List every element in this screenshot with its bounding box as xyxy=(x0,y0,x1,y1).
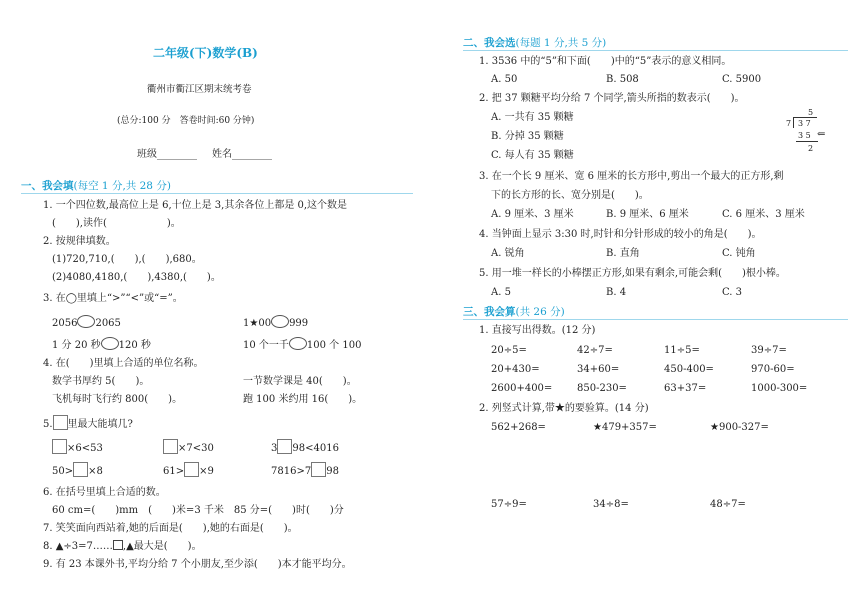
s1-q5a xyxy=(52,439,103,455)
long-division-figure xyxy=(786,108,846,158)
s2-q5-opt-c: C. 3 xyxy=(722,287,743,298)
division-bracket xyxy=(793,117,794,128)
calc-item: 34+60= xyxy=(577,364,620,375)
answer-box xyxy=(52,439,67,454)
division-underline xyxy=(796,141,818,142)
q3b-left: 1★00 xyxy=(243,318,272,329)
s1-q6a: 60 cm=( )mm ( )米=3 千米 85 分=( )时( )分 xyxy=(52,505,344,516)
section-2-heading xyxy=(463,37,606,50)
vertical-calc-item: 562+268= xyxy=(491,422,546,433)
s1-q8 xyxy=(43,540,202,553)
compare-circle xyxy=(101,337,119,350)
s1-q3a xyxy=(52,315,121,330)
calc-item: 2600+400= xyxy=(491,383,553,394)
s1-q2a: (1)720,710,( ),( ),680。 xyxy=(52,254,202,265)
q3b-right: 999 xyxy=(289,318,309,329)
s2-q2-opt-a: A. 一共有 35 颗糖 xyxy=(491,112,574,123)
s3-q2: 2. 列竖式计算,带★的要验算。(14 分) xyxy=(479,403,649,414)
q3a-right: 2065 xyxy=(95,318,121,329)
vertical-calc-item: ★479+357= xyxy=(593,422,657,433)
division-product: 3 5 xyxy=(798,131,811,140)
q3c-left: 1 分 20 秒 xyxy=(52,340,101,351)
exam-source: 衢州市衢江区期末统考卷 xyxy=(147,84,252,95)
compare-circle xyxy=(77,315,95,328)
s1-q5f xyxy=(271,462,339,478)
q5-text: 里最大能填几? xyxy=(67,419,133,430)
q5e-right: ×9 xyxy=(199,466,214,477)
s2-q4-opt-c: C. 钝角 xyxy=(722,248,756,259)
calc-item: 970-60= xyxy=(751,364,795,375)
s1-q5 xyxy=(43,415,133,431)
s1-q1-answer: ( ),读作( )。 xyxy=(52,218,181,229)
s1-q1: 1. 一个四位数,最高位上是 6,十位上是 3,其余各位上都是 0,这个数是 xyxy=(43,200,348,211)
section-3-heading xyxy=(463,306,565,319)
section-1-heading xyxy=(21,180,171,193)
answer-box xyxy=(53,415,68,430)
s1-q4b: 一节数学课是 40( )。 xyxy=(243,376,357,387)
s2-q5: 5. 用一堆一样长的小棒摆正方形,如果有剩余,可能会剩( )根小棒。 xyxy=(479,268,786,279)
s2-q3-opt-a: A. 9 厘米、3 厘米 xyxy=(491,209,574,220)
calc-item: 850-230= xyxy=(577,383,627,394)
q3d-left: 10 个一千 xyxy=(243,340,289,351)
s1-q4d: 跑 100 米约用 16( )。 xyxy=(243,394,363,405)
q5b-text: ×7<30 xyxy=(178,443,214,454)
s1-q6: 6. 在括号里填上合适的数。 xyxy=(43,487,166,498)
s1-q4c: 飞机每时飞行约 800( )。 xyxy=(52,394,183,405)
s3-q1: 1. 直接写出得数。(12 分) xyxy=(479,325,596,336)
q5-number: 5. xyxy=(43,419,53,430)
q8-left: 8. ▲÷3=7…… xyxy=(43,541,113,552)
calc-item: 42÷7= xyxy=(577,345,613,356)
s2-q5-opt-a: A. 5 xyxy=(491,287,511,298)
s1-q5b xyxy=(163,439,214,455)
q3c-right: 120 秒 xyxy=(118,340,151,351)
division-bar xyxy=(793,117,817,118)
s2-q4: 4. 当钟面上显示 3:30 时,时针和分针形成的较小的角是( )。 xyxy=(479,229,762,240)
arrow-icon: ⇐ xyxy=(817,129,826,140)
s2-q3-cont: 下的长方形的长、宽分别是( )。 xyxy=(491,190,649,201)
s2-q1-opt-b: B. 508 xyxy=(606,74,639,85)
vertical-calc-item: 48÷7= xyxy=(710,499,746,510)
vertical-calc-item: 57÷9= xyxy=(491,499,527,510)
q5e-left: 61> xyxy=(163,466,185,477)
s2-q3-opt-c: C. 6 厘米、3 厘米 xyxy=(722,209,805,220)
vertical-calc-item: ★900-327= xyxy=(710,422,769,433)
section-1-note: (每空 1 分,共 28 分) xyxy=(73,180,171,192)
s2-q4-opt-b: B. 直角 xyxy=(606,248,640,259)
division-remainder: 2 xyxy=(808,144,814,153)
division-divisor: 7 xyxy=(786,119,792,128)
compare-circle xyxy=(289,337,307,350)
compare-circle xyxy=(271,315,289,328)
s2-q1-opt-a: A. 50 xyxy=(491,74,518,85)
vertical-calc-item: 34÷8= xyxy=(593,499,629,510)
section-3-underline xyxy=(463,319,848,320)
s1-q2: 2. 按规律填数。 xyxy=(43,236,116,247)
q3d-right: 100 个 100 xyxy=(306,340,362,351)
calc-item: 63+37= xyxy=(664,383,707,394)
s1-q5c xyxy=(271,439,339,455)
division-quotient: 5 xyxy=(808,108,814,117)
s1-q4a: 数学书厚约 5( )。 xyxy=(52,376,150,387)
s1-q9: 9. 有 23 本课外书,平均分给 7 个小朋友,至少添( )本才能平均分。 xyxy=(43,559,352,570)
q5c-right: 98<4016 xyxy=(292,443,339,454)
answer-box xyxy=(73,462,88,477)
answer-square xyxy=(113,540,123,550)
section-3-note: (共 26 分) xyxy=(515,306,565,318)
calc-item: 11÷5= xyxy=(664,345,700,356)
s2-q3-opt-b: B. 9 厘米、6 厘米 xyxy=(606,209,689,220)
division-dividend: 3 7 xyxy=(798,119,811,128)
q8-right: ,▲最大是( )。 xyxy=(122,541,202,552)
s1-q3: 3. 在◯里填上“>”“<”或“=”。 xyxy=(43,293,183,304)
s1-q5d xyxy=(52,462,103,478)
s2-q2-opt-c: C. 每人有 35 颗糖 xyxy=(491,150,574,161)
section-3-title: 三、我会算 xyxy=(463,306,516,318)
s1-q5e xyxy=(163,462,214,478)
answer-box xyxy=(277,439,292,454)
section-2-title: 二、我会选 xyxy=(463,37,516,49)
answer-box xyxy=(311,462,326,477)
s2-q3: 3. 在一个长 9 厘米、宽 6 厘米的长方形中,剪出一个最大的正方形,剩 xyxy=(479,171,784,182)
s2-q4-opt-a: A. 锐角 xyxy=(491,248,525,259)
section-2-note: (每题 1 分,共 5 分) xyxy=(515,37,607,49)
q5a-text: ×6<53 xyxy=(67,443,103,454)
q5f-left: 7816>7 xyxy=(271,466,312,477)
name-field: 姓名________ xyxy=(212,149,272,160)
s2-q2-opt-b: B. 分掉 35 颗糖 xyxy=(491,131,564,142)
q5f-right: 98 xyxy=(326,466,339,477)
q5c-left: 3 xyxy=(271,443,278,454)
s2-q5-opt-b: B. 4 xyxy=(606,287,627,298)
answer-box xyxy=(163,439,178,454)
q3a-left: 2056 xyxy=(52,318,78,329)
calc-item: 20+430= xyxy=(491,364,540,375)
calc-item: 450-400= xyxy=(664,364,714,375)
s2-q1: 1. 3536 中的“5”和下面( )中的“5”表示的意义相同。 xyxy=(479,56,732,67)
calc-item: 1000-300= xyxy=(751,383,808,394)
s2-q2: 2. 把 37 颗糖平均分给 7 个同学,箭头所指的数表示( )。 xyxy=(479,93,745,104)
q5d-right: ×8 xyxy=(88,466,103,477)
calc-item: 20÷5= xyxy=(491,345,527,356)
s2-q1-opt-c: C. 5900 xyxy=(722,74,762,85)
answer-box xyxy=(184,462,199,477)
section-1-title: 一、我会填 xyxy=(21,180,74,192)
exam-info: (总分:100 分 答卷时间:60 分钟) xyxy=(117,116,255,126)
section-2-underline xyxy=(463,50,848,51)
section-1-underline xyxy=(21,193,413,194)
s1-q7: 7. 笑笑面向西站着,她的后面是( ),她的右面是( )。 xyxy=(43,523,298,534)
q5d-left: 50> xyxy=(52,466,74,477)
page-title: 二年级(下)数学(B) xyxy=(153,46,258,60)
s1-q4: 4. 在( )里填上合适的单位名称。 xyxy=(43,358,204,369)
class-field: 班级________ xyxy=(137,149,197,160)
s1-q2b: (2)4080,4180,( ),4380,( )。 xyxy=(52,272,221,283)
s1-q3c xyxy=(52,337,151,352)
s1-q3b xyxy=(243,315,308,330)
calc-item: 39÷7= xyxy=(751,345,787,356)
s1-q3d xyxy=(243,337,361,352)
